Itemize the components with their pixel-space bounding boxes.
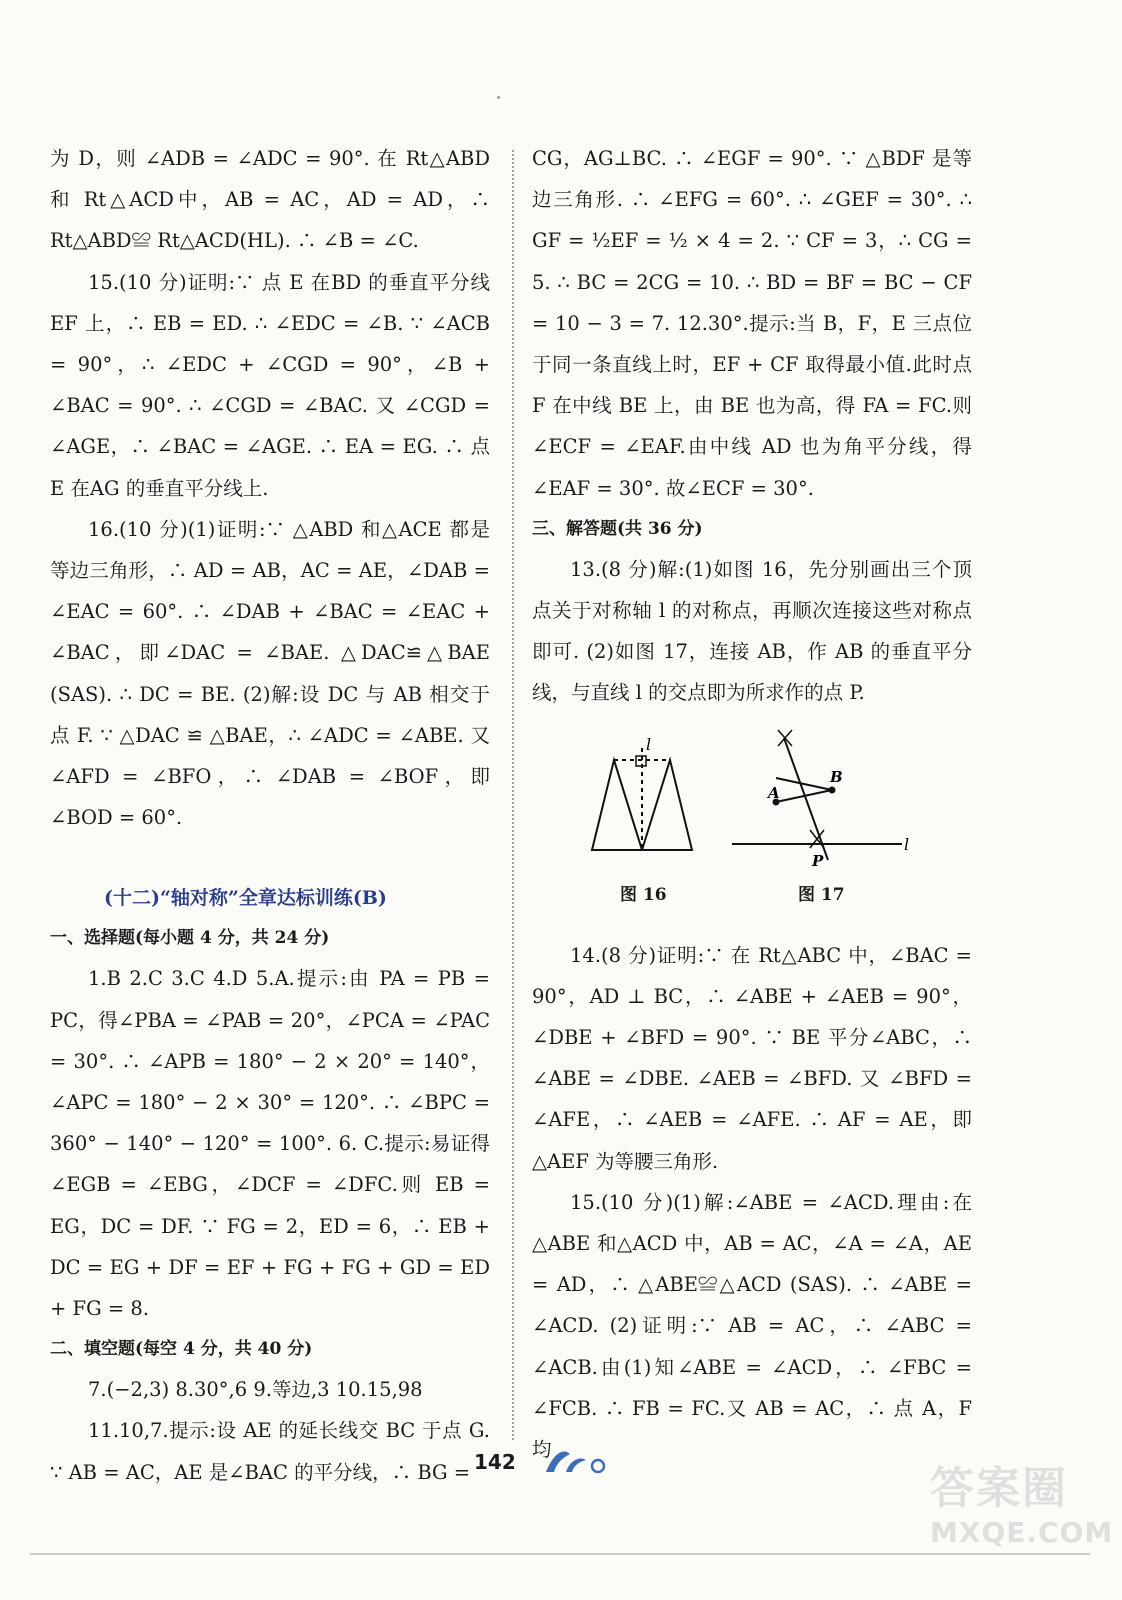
fig17-label-l: l: [904, 834, 910, 854]
section-title: (十二)“轴对称”全章达标训练(B): [104, 887, 387, 910]
q15-answer: 15.(10 分)证明:∵ 点 E 在BD 的垂直平分线 EF 上，∴ EB = ED. ∴ ∠EDC = ∠B. ∵ ∠ACB = 90°，∴ ∠EDC + ∠CGD = 90°，∠B + ∠BAC = 90°. ∴ ∠CGD = ∠BAC. 又 ∠CGD = ∠AGE，∴ ∠BAC = ∠AGE. ∴ EA = EG. ∴ 点 E 在AG 的垂直平分线上.: [50, 270, 490, 500]
choice-answers: 1.B 2.C 3.C 4.D 5.A.提示:由 PA = PB = PC，得∠PBA = ∠PAB = 20°，∠PCA = ∠PAC = 30°. ∴ ∠APB = 180° − 2 × 20° = 140°，∠APC = 180° − 2 × 30° = 120°. ∴ ∠BPC = 360° − 140° − 120° = 100°. 6. C.提示:易证得∠EGB = ∠EBG，∠DCF = ∠DFC.则 EB = EG，DC = DF. ∵ FG = 2，ED = 6，∴ EB + DC = EG + DF = EF + FG + FG + GD = ED + FG = 8.: [50, 967, 490, 1321]
q14-continuation: 为 D，则 ∠ADB = ∠ADC = 90°. 在 Rt△ABD 和 Rt△ACD中，AB = AC，AD = AD，∴ Rt△ABD≌ Rt△ACD(HL). ∴ ∠B = ∠C.: [50, 147, 490, 253]
figure-17: [732, 730, 902, 860]
figure-16: [592, 748, 692, 850]
q11-answer: 11.10,7.提示:设 AE 的延长线交 BC 于点 G. ∵ AB = AC，AE 是∠BAC 的平分线，∴ BG =: [50, 1419, 490, 1484]
right-column: [532, 138, 972, 1470]
column-divider: [512, 150, 514, 1440]
fig17-label-p: P: [812, 851, 824, 870]
fig16-axis-label: l: [646, 734, 652, 754]
left-column: [50, 138, 490, 1493]
q13-answer: 13.(8 分)解:(1)如图 16，先分别画出三个顶点关于对称轴 l 的对称点，再顺次连接这些对称点即可. (2)如图 17，连接 AB，作 AB 的垂直平分线，与直线 l 的交点即为所求作的点 P.: [532, 557, 972, 705]
figures-16-17: [532, 720, 972, 935]
bottom-rule: [30, 1553, 1090, 1555]
solve-heading: 三、解答题(共 36 分): [532, 518, 703, 539]
q11-q12-continuation: CG，AG⊥BC. ∴ ∠EGF = 90°. ∵ △BDF 是等边三角形. ∴ ∠EFG = 60°. ∴ ∠GEF = 30°. ∴ GF = ½EF = ½ × 4 = 2. ∵ CF = 3，∴ CG = 5. ∴ BC = 2CG = 10. ∴ BD = BF = BC − CF = 10 − 3 = 7. 12.30°.提示:当 B，F，E 三点位于同一条直线上时，EF + CF 取得最小值.此时点 F 在中线 BE 上，由 BE 也为高，得 FA = FC.则 ∠ECF = ∠EAF.由中线 AD 也为角平分线，得∠EAF = 30°. 故∠ECF = 30°.: [532, 147, 972, 500]
watermark: [930, 1452, 1114, 1552]
figures-svg: [532, 720, 972, 880]
scan-dot: [497, 96, 500, 99]
q14-answer: 14.(8 分)证明:∵ 在 Rt△ABC 中，∠BAC = 90°，AD ⊥ BC，∴ ∠ABE + ∠AEB = 90°，∠DBE + ∠BFD = 90°. ∵ BE 平分∠ABC，∴ ∠ABE = ∠DBE. ∠AEB = ∠BFD. 又 ∠BFD = ∠AFE，∴ ∠AEB = ∠AFE. ∴ AF = AE，即△AEF 为等腰三角形.: [532, 943, 972, 1173]
fig17-label-a: A: [768, 783, 780, 802]
fill-heading: 二、填空题(每空 4 分，共 40 分): [50, 1339, 313, 1360]
fig17-caption: 图 17: [798, 884, 845, 905]
q15b-answer: 15.(10 分)(1)解:∠ABE = ∠ACD.理由:在 △ABE 和△ACD 中，AB = AC，∠A = ∠A，AE = AD，∴ △ABE≌△ACD (SAS). ∴ ∠ABE = ∠ACD. (2)证明:∵ AB = AC，∴ ∠ABC = ∠ACB.由(1)知∠ABE = ∠ACD，∴ ∠FBC = ∠FCB. ∴ FB = FC.又 AB = AC，∴ 点 A，F 均: [532, 1190, 972, 1462]
publisher-logo-icon: [540, 1444, 610, 1478]
choice-heading: 一、选择题(每小题 4 分，共 24 分): [50, 928, 330, 949]
page-number: 142: [474, 1450, 516, 1474]
fig17-label-b: B: [830, 767, 843, 786]
watermark-top: 答案圈: [930, 1463, 1068, 1514]
watermark-bottom: MXQE.COM: [930, 1516, 1114, 1549]
fill-answers: 7.(−2,3) 8.30°,6 9.等边,3 10.15,98: [88, 1378, 423, 1402]
q16-answer: 16.(10 分)(1)证明:∵ △ABD 和△ACE 都是等边三角形，∴ AD = AB，AC = AE，∠DAB = ∠EAC = 60°. ∴ ∠DAB + ∠BAC = ∠EAC + ∠BAC，即∠DAC = ∠BAE. △DAC≌△BAE (SAS). ∴ DC = BE. (2)解:设 DC 与 AB 相交于点 F. ∵ △DAC ≌ △BAE，∴ ∠ADC = ∠ABE. 又 ∠AFD = ∠BFO，∴ ∠DAB = ∠BOF，即∠BOD = 60°.: [50, 517, 490, 830]
fig16-caption: 图 16: [620, 884, 667, 905]
